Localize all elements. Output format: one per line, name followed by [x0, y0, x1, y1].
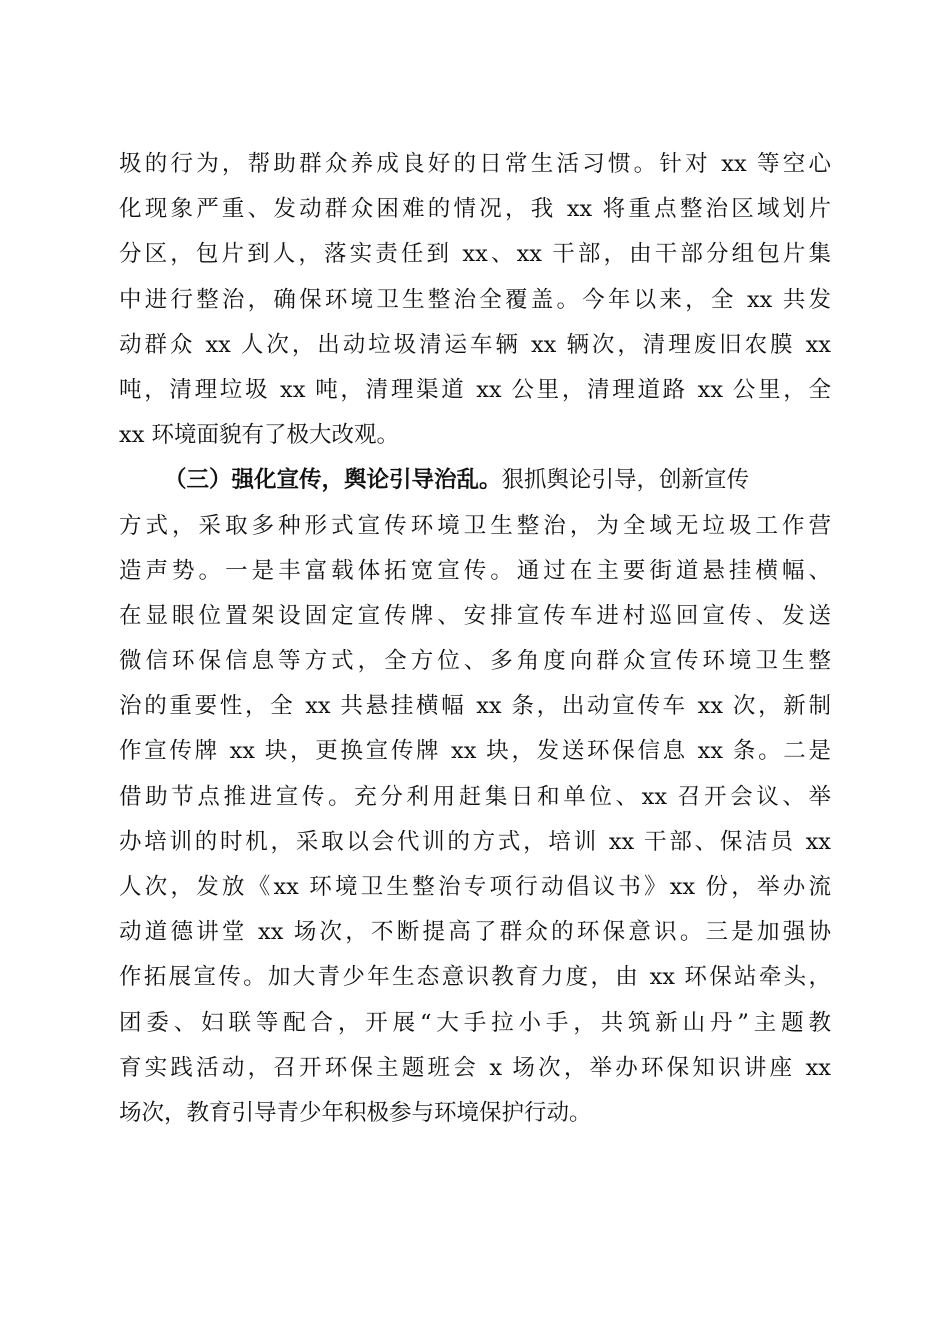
paragraph-first-line [119, 458, 831, 503]
text-line: 团委、妇联等配合，开展“大手拉小手，共筑新山丹”主题教 [119, 1009, 831, 1036]
text-line: 造声势。一是丰富载体拓宽宣传。通过在主要街道悬挂横幅、 [119, 557, 831, 584]
paragraph-1 [119, 142, 831, 458]
text-line: 办培训的时机，采取以会代训的方式，培训 xx 干部、保洁员 xx [119, 828, 831, 855]
text-line: 吨，清理垃圾 xx 吨，清理渠道 xx 公里，清理道路 xx 公里，全 [119, 376, 831, 403]
document-body [119, 142, 831, 1136]
text-line: 作拓展宣传。加大青少年生态意识教育力度，由 xx 环保站牵头， [119, 964, 831, 991]
text-line: 圾的行为，帮助群众养成良好的日常生活习惯。针对 xx 等空心 [119, 151, 831, 177]
text-line: 借助节点推进宣传。充分利用赶集日和单位、xx 召开会议、举 [119, 783, 831, 810]
paragraph-2 [119, 458, 831, 1136]
text-line: 作宣传牌 xx 块，更换宣传牌 xx 块，发送环保信息 xx 条。二是 [119, 738, 831, 765]
text-line: 育实践活动，召开环保主题班会 x 场次，举办环保知识讲座 xx [119, 1054, 831, 1081]
text-line: 中进行整治，确保环境卫生整治全覆盖。今年以来，全 xx 共发 [119, 286, 831, 313]
text-line: 化现象严重、发动群众困难的情况，我 xx 将重点整治区域划片 [119, 196, 831, 223]
text-line: xx 环境面貌有了极大改观。 [119, 422, 400, 449]
text-run: 狠抓舆论引导，创新宣传 [501, 467, 750, 494]
section-heading: （三）强化宣传，舆论引导治乱。 [164, 467, 502, 494]
text-line: 微信环保信息等方式，全方位、多角度向群众宣传环境卫生整 [119, 648, 831, 675]
text-line: 动道德讲堂 xx 场次，不断提高了群众的环保意识。三是加强协 [119, 919, 831, 946]
text-line: 场次，教育引导青少年积极参与环境保护行动。 [119, 1099, 592, 1126]
text-line: 动群众 xx 人次，出动垃圾清运车辆 xx 辆次，清理废旧农膜 xx [119, 331, 831, 358]
text-line: 方式，采取多种形式宣传环境卫生整治，为全域无垃圾工作营 [119, 512, 831, 539]
text-line: 人次，发放《xx 环境卫生整治专项行动倡议书》xx 份，举办流 [119, 874, 831, 900]
text-line: 分区，包片到人，落实责任到 xx、xx 干部，由干部分组包片集 [119, 241, 831, 268]
text-line: 在显眼位置架设固定宣传牌、安排宣传车进村巡回宣传、发送 [119, 602, 831, 629]
text-line: 治的重要性，全 xx 共悬挂横幅 xx 条，出动宣传车 xx 次，新制 [119, 693, 831, 720]
